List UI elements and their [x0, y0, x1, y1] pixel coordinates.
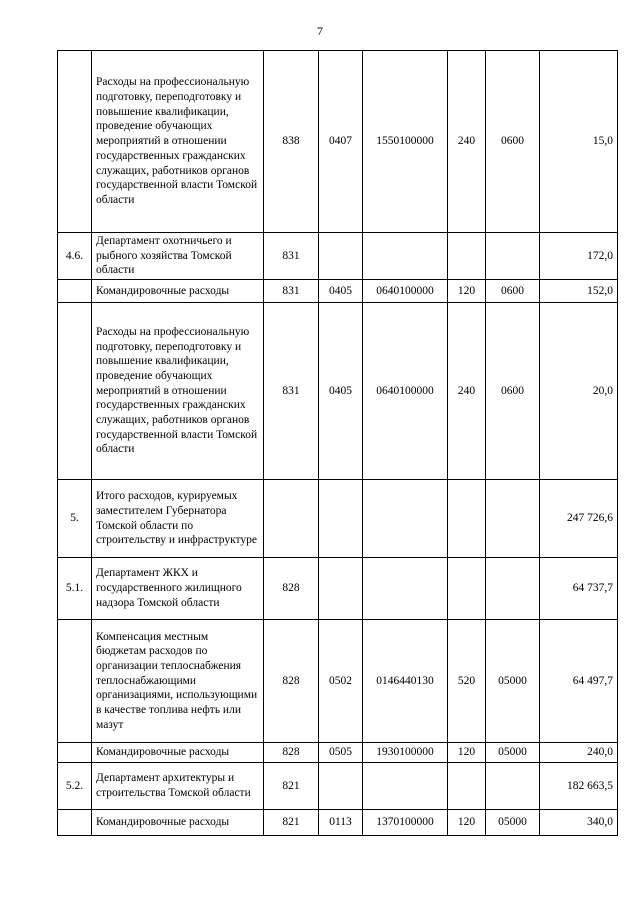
- kosgu-code: [486, 480, 540, 558]
- amount: 172,0: [540, 233, 618, 280]
- kosgu-code: 05000: [486, 743, 540, 763]
- row-number: [58, 810, 92, 836]
- target-article-code: 0146440130: [363, 620, 448, 743]
- row-description: Расходы на профессиональную подготовку, переподготовку и повышение квалификации, проведение обучающих мероприятий в отношении государственных гражданских служащих, работников органов государственной власти Томской области: [92, 303, 264, 480]
- table-row: [58, 558, 618, 620]
- row-number: [58, 743, 92, 763]
- row-number: [58, 51, 92, 233]
- kosgu-code: [486, 558, 540, 620]
- section-code: 0407: [319, 51, 363, 233]
- expense-type-code: 120: [448, 280, 486, 303]
- row-description: Компенсация местным бюджетам расходов по организации теплоснабжения теплоснабжающими организациями, использующими в качестве топлива нефть или мазут: [92, 620, 264, 743]
- table-row: [58, 51, 618, 233]
- table-row: [58, 763, 618, 810]
- row-number: 4.6.: [58, 233, 92, 280]
- table-row: [58, 810, 618, 836]
- table-row: [58, 280, 618, 303]
- section-code: [319, 480, 363, 558]
- row-number: 5.2.: [58, 763, 92, 810]
- amount: 340,0: [540, 810, 618, 836]
- row-description: Командировочные расходы: [92, 743, 264, 763]
- target-article-code: 1550100000: [363, 51, 448, 233]
- expense-type-code: 520: [448, 620, 486, 743]
- section-code: [319, 233, 363, 280]
- row-description: Департамент архитектуры и строительства Томской области: [92, 763, 264, 810]
- table-row: [58, 743, 618, 763]
- ministry-code: 831: [264, 233, 319, 280]
- amount: 247 726,6: [540, 480, 618, 558]
- target-article-code: [363, 480, 448, 558]
- section-code: 0405: [319, 303, 363, 480]
- section-code: [319, 763, 363, 810]
- kosgu-code: [486, 233, 540, 280]
- kosgu-code: 0600: [486, 303, 540, 480]
- ministry-code: 821: [264, 810, 319, 836]
- section-code: [319, 558, 363, 620]
- table-row: [58, 303, 618, 480]
- row-description: Командировочные расходы: [92, 280, 264, 303]
- row-number: 5.: [58, 480, 92, 558]
- page-number: 7: [317, 24, 323, 38]
- section-code: 0113: [319, 810, 363, 836]
- kosgu-code: [486, 763, 540, 810]
- ministry-code: [264, 480, 319, 558]
- ministry-code: 828: [264, 558, 319, 620]
- kosgu-code: 05000: [486, 620, 540, 743]
- ministry-code: 838: [264, 51, 319, 233]
- amount: 15,0: [540, 51, 618, 233]
- amount: 64 497,7: [540, 620, 618, 743]
- target-article-code: 0640100000: [363, 280, 448, 303]
- kosgu-code: 0600: [486, 51, 540, 233]
- expense-type-code: 120: [448, 810, 486, 836]
- expense-type-code: 120: [448, 743, 486, 763]
- row-description: Департамент охотничьего и рыбного хозяйства Томской области: [92, 233, 264, 280]
- row-description: Командировочные расходы: [92, 810, 264, 836]
- expense-type-code: 240: [448, 51, 486, 233]
- expense-type-code: [448, 558, 486, 620]
- amount: 152,0: [540, 280, 618, 303]
- section-code: 0405: [319, 280, 363, 303]
- table-row: [58, 620, 618, 743]
- row-description: Расходы на профессиональную подготовку, переподготовку и повышение квалификации, проведение обучающих мероприятий в отношении государственных гражданских служащих, работников органов государственной власти Томской области: [92, 51, 264, 233]
- table-row: [58, 233, 618, 280]
- expense-type-code: [448, 480, 486, 558]
- ministry-code: 831: [264, 280, 319, 303]
- amount: 64 737,7: [540, 558, 618, 620]
- ministry-code: 821: [264, 763, 319, 810]
- amount: 240,0: [540, 743, 618, 763]
- ministry-code: 828: [264, 743, 319, 763]
- target-article-code: 1370100000: [363, 810, 448, 836]
- ministry-code: 828: [264, 620, 319, 743]
- amount: 182 663,5: [540, 763, 618, 810]
- table-row: [58, 480, 618, 558]
- expense-type-code: [448, 763, 486, 810]
- section-code: 0502: [319, 620, 363, 743]
- target-article-code: [363, 233, 448, 280]
- kosgu-code: 05000: [486, 810, 540, 836]
- row-number: [58, 280, 92, 303]
- row-description: Департамент ЖКХ и государственного жилищного надзора Томской области: [92, 558, 264, 620]
- ministry-code: 831: [264, 303, 319, 480]
- target-article-code: [363, 558, 448, 620]
- row-description: Итого расходов, курируемых заместителем Губернатора Томской области по строительству и инфраструктуре: [92, 480, 264, 558]
- expense-type-code: 240: [448, 303, 486, 480]
- target-article-code: 0640100000: [363, 303, 448, 480]
- row-number: 5.1.: [58, 558, 92, 620]
- section-code: 0505: [319, 743, 363, 763]
- amount: 20,0: [540, 303, 618, 480]
- expense-type-code: [448, 233, 486, 280]
- row-number: [58, 620, 92, 743]
- target-article-code: 1930100000: [363, 743, 448, 763]
- target-article-code: [363, 763, 448, 810]
- row-number: [58, 303, 92, 480]
- kosgu-code: 0600: [486, 280, 540, 303]
- budget-table: [57, 50, 618, 836]
